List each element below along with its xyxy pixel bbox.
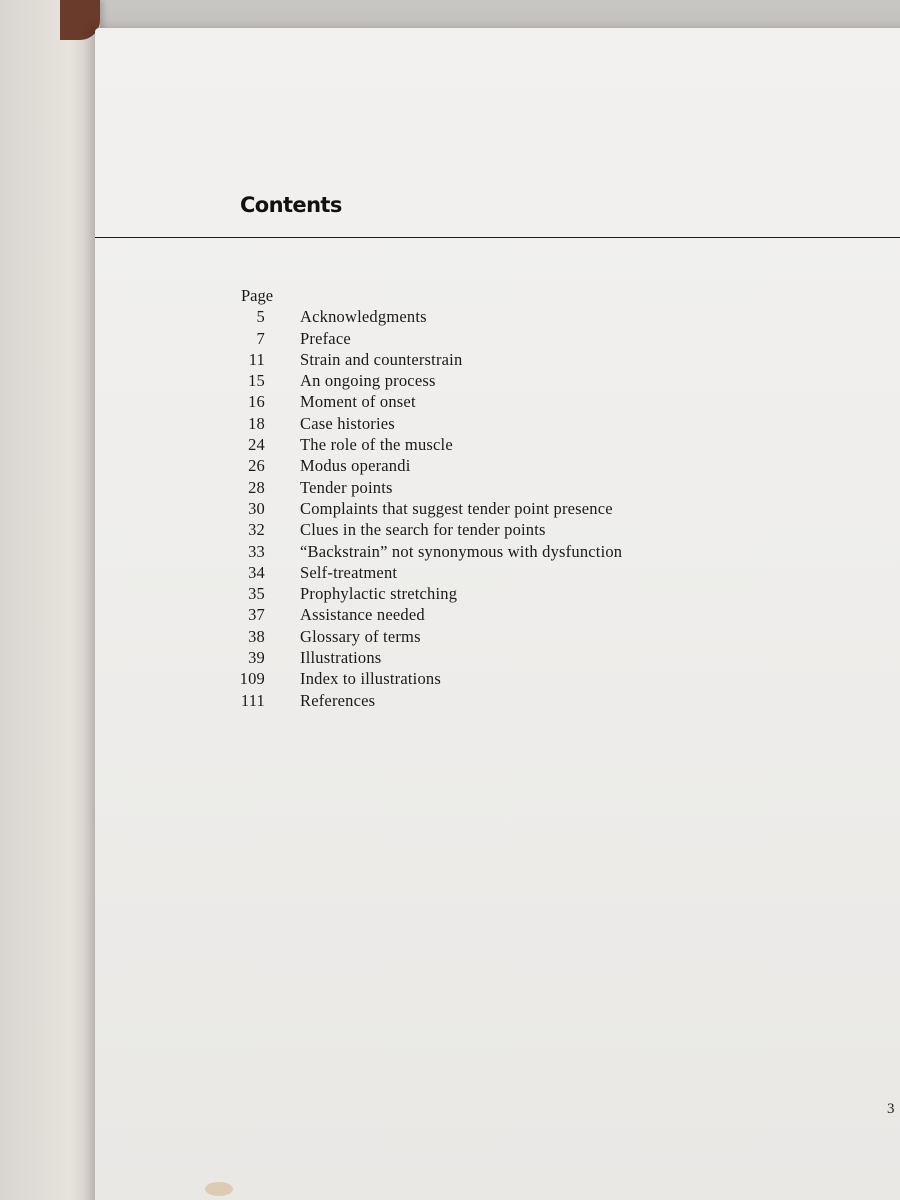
toc-page-number: 109 bbox=[239, 669, 265, 689]
toc-page-number: 7 bbox=[256, 328, 265, 348]
toc-title: Clues in the search for tender points bbox=[300, 520, 546, 540]
page-number: 3 bbox=[887, 1101, 895, 1117]
toc-title: Case histories bbox=[300, 413, 395, 433]
toc-page-number: 111 bbox=[240, 690, 265, 710]
toc-entry bbox=[230, 349, 790, 370]
toc-entry bbox=[230, 306, 790, 327]
toc-title: Modus operandi bbox=[300, 456, 411, 476]
toc-entry bbox=[230, 647, 790, 668]
toc-title: Illustrations bbox=[300, 648, 382, 668]
toc-entry bbox=[230, 455, 790, 476]
heading-rule bbox=[95, 237, 900, 238]
toc-page-number: 28 bbox=[248, 477, 265, 497]
toc-title: Assistance needed bbox=[300, 605, 425, 625]
page-column-label: Page bbox=[241, 286, 274, 305]
page-title: Contents bbox=[240, 193, 342, 217]
toc-entry bbox=[230, 413, 790, 434]
book-spine bbox=[60, 0, 100, 40]
toc-title: Moment of onset bbox=[300, 392, 416, 412]
toc-entry bbox=[230, 562, 790, 583]
toc-title: Preface bbox=[300, 328, 351, 348]
toc-page-number: 32 bbox=[248, 520, 265, 540]
toc-title: Glossary of terms bbox=[300, 626, 421, 646]
toc-entry bbox=[230, 434, 790, 455]
toc-entry bbox=[230, 626, 790, 647]
toc-page-number: 24 bbox=[248, 435, 265, 455]
toc-entry bbox=[230, 519, 790, 540]
toc-title: Strain and counterstrain bbox=[300, 349, 463, 369]
toc-entry bbox=[230, 391, 790, 412]
toc-title: “Backstrain” not synonymous with dysfunction bbox=[300, 541, 623, 561]
toc-page-number: 39 bbox=[248, 648, 265, 668]
toc-page-number: 16 bbox=[248, 392, 265, 412]
paper-stain bbox=[205, 1182, 233, 1196]
toc-page-number: 38 bbox=[248, 626, 265, 646]
toc-title: The role of the muscle bbox=[300, 435, 453, 455]
toc-page-number: 5 bbox=[256, 307, 265, 327]
toc-entry bbox=[230, 328, 790, 349]
toc-entry bbox=[230, 477, 790, 498]
toc-title: Prophylactic stretching bbox=[300, 584, 458, 604]
toc-page-number: 15 bbox=[248, 371, 265, 391]
toc-page-number: 26 bbox=[248, 456, 265, 476]
toc-title: Acknowledgments bbox=[300, 307, 427, 327]
toc-entry bbox=[230, 370, 790, 391]
toc-title: Self-treatment bbox=[300, 562, 398, 582]
toc-entry bbox=[230, 498, 790, 519]
toc-title: An ongoing process bbox=[300, 371, 436, 391]
toc-page-number: 35 bbox=[248, 584, 265, 604]
toc-title: Index to illustrations bbox=[300, 669, 441, 689]
toc-entry bbox=[230, 541, 790, 562]
toc-page-number: 18 bbox=[248, 413, 265, 433]
toc-title: References bbox=[300, 690, 376, 710]
toc-entry bbox=[230, 604, 790, 625]
toc-page-number: 37 bbox=[248, 605, 265, 625]
toc-title: Tender points bbox=[300, 477, 393, 497]
table-of-contents bbox=[230, 285, 790, 711]
toc-page-number: 34 bbox=[248, 562, 265, 582]
toc-page-number: 11 bbox=[248, 349, 265, 369]
toc-entry bbox=[230, 690, 790, 711]
toc-page-number: 30 bbox=[248, 498, 265, 518]
toc-title: Complaints that suggest tender point presence bbox=[300, 498, 613, 518]
toc-entry bbox=[230, 668, 790, 689]
book-cover-edge bbox=[0, 0, 100, 1200]
toc-entry bbox=[230, 583, 790, 604]
toc-page-number: 33 bbox=[248, 541, 265, 561]
